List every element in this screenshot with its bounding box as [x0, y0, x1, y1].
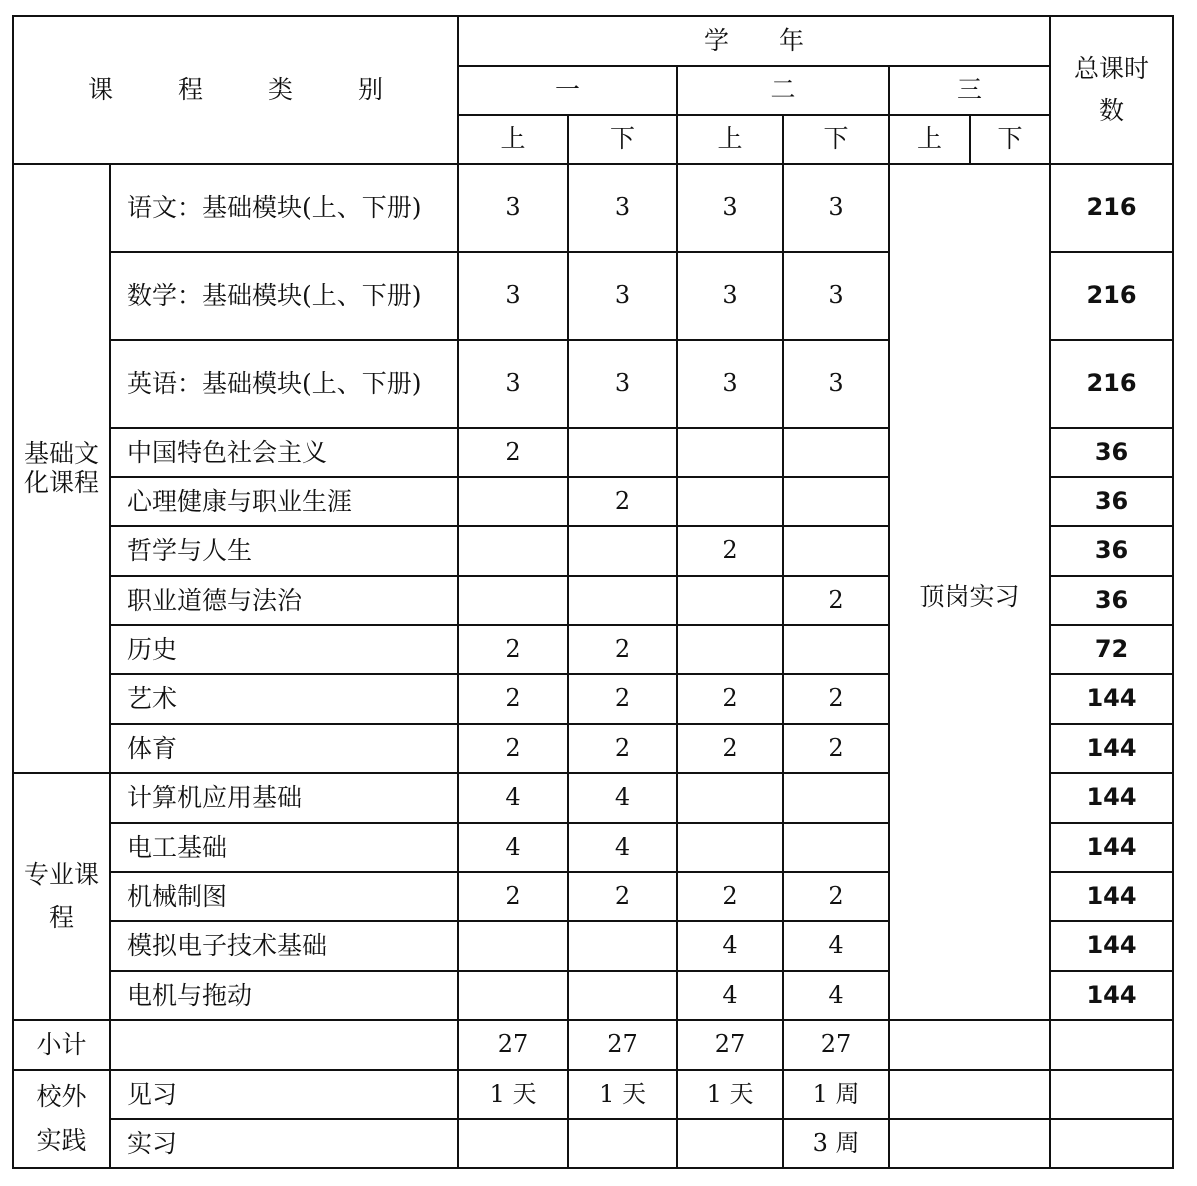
hours-cell-y1l: 2	[568, 625, 677, 674]
total-hours-cell: 216	[1050, 164, 1173, 252]
subtotal-row	[13, 1020, 1173, 1070]
course-name: 模拟电子技术基础	[110, 921, 458, 971]
hours-cell-y2u: 2	[677, 872, 783, 921]
hours-cell-y2u	[677, 428, 783, 477]
table-row	[13, 1119, 1173, 1168]
year-three-header: 三	[889, 66, 1050, 115]
course-name: 语文：基础模块(上、下册)	[110, 164, 458, 252]
hours-cell-y1l	[568, 576, 677, 625]
hours-cell-y1u: 4	[458, 823, 568, 872]
hours-cell-y2l: 3	[783, 164, 889, 252]
hours-cell-y2l: 2	[783, 872, 889, 921]
table-row	[13, 164, 1173, 252]
hours-cell-y2l: 2	[783, 576, 889, 625]
term-header-y1-upper: 上	[458, 115, 568, 164]
subtotal-blank	[110, 1020, 458, 1070]
term-header-y2-lower: 下	[783, 115, 889, 164]
hours-cell-y1l: 2	[568, 724, 677, 773]
hours-cell-y2l: 3	[783, 340, 889, 428]
total-hours-cell: 144	[1050, 674, 1173, 724]
course-schedule-table	[12, 15, 1174, 1169]
total-hours-cell: 36	[1050, 428, 1173, 477]
total-hours-cell: 72	[1050, 625, 1173, 674]
total-hours-cell: 216	[1050, 340, 1173, 428]
practice-name: 见习	[110, 1070, 458, 1119]
hours-cell-y1u	[458, 921, 568, 971]
hours-cell-y1l: 2	[568, 674, 677, 724]
hours-cell-y2u: 3	[677, 340, 783, 428]
hours-cell-y2u: 4	[677, 971, 783, 1020]
practice-cell-y1u	[458, 1119, 568, 1168]
subtotal-total	[1050, 1020, 1173, 1070]
total-hours-cell: 36	[1050, 576, 1173, 625]
term-header-y2-upper: 上	[677, 115, 783, 164]
hours-cell-y1u: 3	[458, 340, 568, 428]
hours-cell-y2l: 4	[783, 921, 889, 971]
total-hours-cell: 144	[1050, 971, 1173, 1020]
total-hours-cell: 144	[1050, 921, 1173, 971]
school-year-header: 学 年	[458, 16, 1050, 66]
hours-cell-y2l: 2	[783, 724, 889, 773]
hours-cell-y1l	[568, 526, 677, 576]
total-hours-cell: 144	[1050, 823, 1173, 872]
hours-cell-y2u	[677, 625, 783, 674]
hours-cell-y2l: 4	[783, 971, 889, 1020]
practice-cell-y2u	[677, 1119, 783, 1168]
practice-cell-y1l	[568, 1119, 677, 1168]
subtotal-cell-y1u: 27	[458, 1020, 568, 1070]
hours-cell-y2u	[677, 773, 783, 823]
practice-year-three	[889, 1119, 1050, 1168]
hours-cell-y1l	[568, 428, 677, 477]
group-label-basic-culture: 基础文化课程	[13, 164, 110, 773]
course-category-header: 课 程 类 别	[13, 16, 458, 164]
total-hours-cell: 144	[1050, 773, 1173, 823]
total-hours-cell: 144	[1050, 724, 1173, 773]
practice-year-three	[889, 1070, 1050, 1119]
group-label-off-campus: 校外实践	[13, 1070, 110, 1168]
subtotal-cell-y2u: 27	[677, 1020, 783, 1070]
hours-cell-y2u: 2	[677, 674, 783, 724]
practice-total	[1050, 1119, 1173, 1168]
hours-cell-y1u: 3	[458, 164, 568, 252]
hours-cell-y1l: 3	[568, 252, 677, 340]
term-header-y3-upper: 上	[889, 115, 970, 164]
hours-cell-y1l	[568, 921, 677, 971]
hours-cell-y1u: 2	[458, 674, 568, 724]
hours-cell-y2l: 3	[783, 252, 889, 340]
total-hours-header: 总课时数	[1050, 16, 1173, 164]
hours-cell-y2l	[783, 773, 889, 823]
hours-cell-y2u	[677, 477, 783, 526]
course-name: 计算机应用基础	[110, 773, 458, 823]
hours-cell-y2u	[677, 823, 783, 872]
hours-cell-y1l: 2	[568, 477, 677, 526]
course-name: 心理健康与职业生涯	[110, 477, 458, 526]
course-name: 艺术	[110, 674, 458, 724]
table-row	[13, 1070, 1173, 1119]
hours-cell-y2u: 2	[677, 724, 783, 773]
term-header-y3-lower: 下	[970, 115, 1050, 164]
subtotal-cell-y2l: 27	[783, 1020, 889, 1070]
practice-cell-y1u: 1 天	[458, 1070, 568, 1119]
hours-cell-y2l	[783, 625, 889, 674]
hours-cell-y1u	[458, 526, 568, 576]
hours-cell-y2u: 2	[677, 526, 783, 576]
hours-cell-y1u	[458, 576, 568, 625]
term-header-y1-lower: 下	[568, 115, 677, 164]
hours-cell-y2l	[783, 428, 889, 477]
hours-cell-y2u	[677, 576, 783, 625]
hours-cell-y1l: 3	[568, 164, 677, 252]
course-name: 机械制图	[110, 872, 458, 921]
course-name: 数学：基础模块(上、下册)	[110, 252, 458, 340]
year-two-header: 二	[677, 66, 889, 115]
hours-cell-y2u: 3	[677, 164, 783, 252]
hours-cell-y2l	[783, 477, 889, 526]
course-name: 哲学与人生	[110, 526, 458, 576]
hours-cell-y1l: 4	[568, 823, 677, 872]
hours-cell-y1l: 4	[568, 773, 677, 823]
hours-cell-y1u: 2	[458, 724, 568, 773]
total-hours-cell: 36	[1050, 477, 1173, 526]
hours-cell-y2l: 2	[783, 674, 889, 724]
subtotal-label: 小计	[13, 1020, 110, 1070]
total-hours-cell: 36	[1050, 526, 1173, 576]
hours-cell-y2u: 3	[677, 252, 783, 340]
hours-cell-y1u: 2	[458, 428, 568, 477]
hours-cell-y1u	[458, 477, 568, 526]
practice-name: 实习	[110, 1119, 458, 1168]
practice-cell-y1l: 1 天	[568, 1070, 677, 1119]
practice-total	[1050, 1070, 1173, 1119]
practice-cell-y2l: 1 周	[783, 1070, 889, 1119]
internship-post-label: 顶岗实习	[889, 164, 1050, 1020]
subtotal-year-three	[889, 1020, 1050, 1070]
course-name: 英语：基础模块(上、下册)	[110, 340, 458, 428]
total-hours-cell: 216	[1050, 252, 1173, 340]
hours-cell-y2l	[783, 823, 889, 872]
total-hours-cell: 144	[1050, 872, 1173, 921]
course-name: 职业道德与法治	[110, 576, 458, 625]
course-name: 电机与拖动	[110, 971, 458, 1020]
year-one-header: 一	[458, 66, 677, 115]
hours-cell-y1u: 2	[458, 625, 568, 674]
hours-cell-y2u: 4	[677, 921, 783, 971]
hours-cell-y1l: 2	[568, 872, 677, 921]
hours-cell-y1u: 3	[458, 252, 568, 340]
course-name: 中国特色社会主义	[110, 428, 458, 477]
practice-cell-y2u: 1 天	[677, 1070, 783, 1119]
practice-cell-y2l: 3 周	[783, 1119, 889, 1168]
group-label-professional: 专业课程	[13, 773, 110, 1020]
header-row-1	[13, 16, 1173, 66]
course-name: 体育	[110, 724, 458, 773]
hours-cell-y1l	[568, 971, 677, 1020]
course-name: 历史	[110, 625, 458, 674]
hours-cell-y1u	[458, 971, 568, 1020]
hours-cell-y1u: 2	[458, 872, 568, 921]
subtotal-cell-y1l: 27	[568, 1020, 677, 1070]
hours-cell-y1l: 3	[568, 340, 677, 428]
course-name: 电工基础	[110, 823, 458, 872]
hours-cell-y2l	[783, 526, 889, 576]
hours-cell-y1u: 4	[458, 773, 568, 823]
